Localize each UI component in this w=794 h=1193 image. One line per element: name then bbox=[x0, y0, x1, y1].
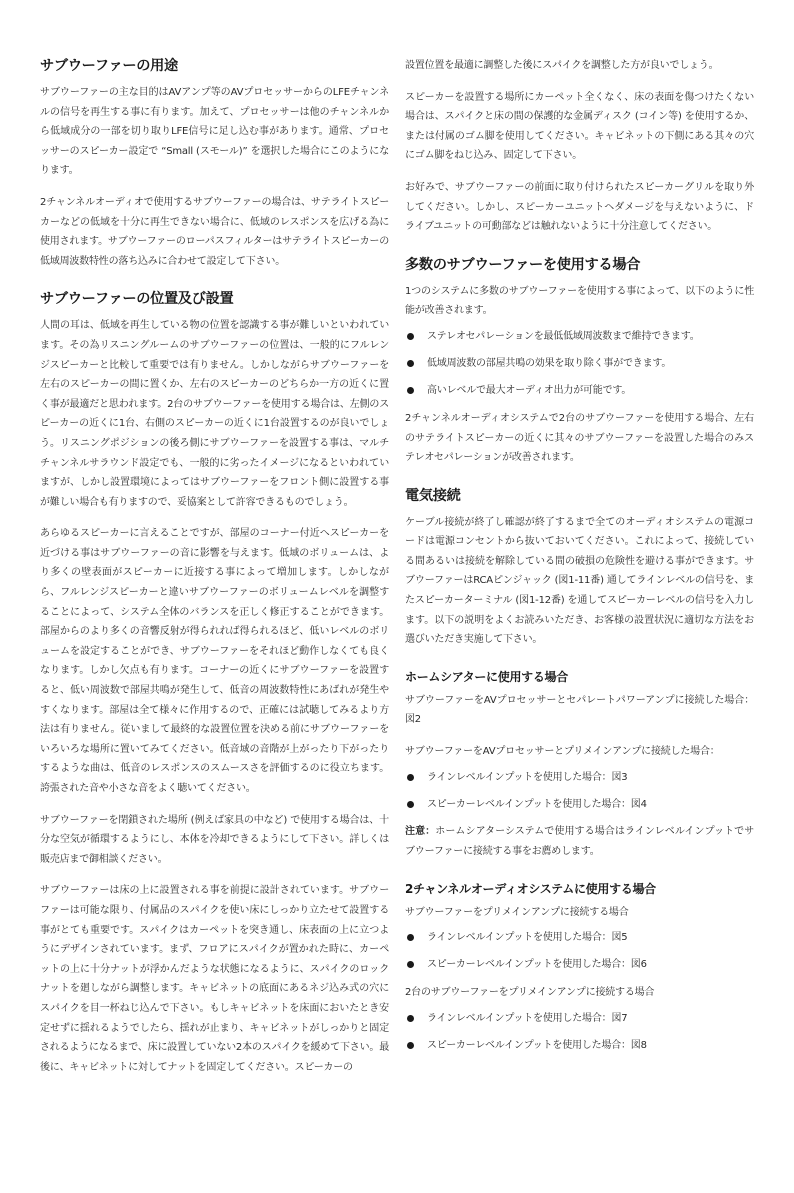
note-text: ホームシアターシステムで使用する場合はラインレベルインプットでサブウーファーに接続する事をお薦めします。 bbox=[405, 826, 755, 857]
section-title-subwoofer-purpose: サブウーファーの用途 bbox=[40, 58, 178, 74]
list-item: 低域周波数の部屋共鳴の効果を取り除く事ができます。 bbox=[405, 354, 754, 374]
connection-list-single-sub bbox=[405, 928, 754, 975]
right-column bbox=[405, 56, 754, 1176]
paragraph: サブウーファーをプリメインアンプに接続する場合 bbox=[405, 906, 629, 918]
section-title-placement: サブウーファーの位置及び設置 bbox=[40, 291, 234, 308]
bullet-icon bbox=[407, 333, 414, 340]
subsection-title-home-theater: ホームシアターに使用する場合 bbox=[405, 669, 568, 684]
bullet-icon bbox=[407, 1015, 414, 1022]
paragraph: サブウーファーの主な目的はAVアンプ等のAVプロセッサーからのLFEチャンネルの信号を再生する事に有ります。加えて、プロセッサーは他のチャンネルから低域成分の一部を切り取りLFE信号に足し込む事があります。通常、プロセッサーのスピーカー設定で “Small (スモール)” を選択した場合にこのようになります。 bbox=[40, 87, 389, 177]
paragraph: 2台のサブウーファーをプリメインアンプに接続する場合 bbox=[405, 986, 655, 998]
paragraph: スピーカーを設置する場所にカーペット全くなく、床の表面を傷つけたくない場合は、スパイクと床の間の保護的な金属ディスク (コイン等) を使用するか、または付属のゴム脚を使用してください。キャビネットの下側にある其々の穴にゴム脚をねじ込み、固定して下さい。 bbox=[405, 91, 754, 162]
bullet-icon bbox=[407, 360, 414, 367]
paragraph: あらゆるスピーカーに言えることですが、部屋のコーナー付近へスピーカーを近づける事はサブウーファーの音に影響を与えます。低域のボリュームは、より多くの壁表面がスピーカーに近接する事によって増加します。しかしながら、フルレンジスピーカーと違いサブウーファーのボリュームレベルを調整することによって、システム全体のバランスを正しく修正することができます。部屋からのより多くの音響反射が得られれば得られるほど、低いレベルのボリュームを設定することができ、サブウーファーをそれほど動作しなくても良くなります。しかし欠点も有ります。コーナーの近くにサブウーファーを設置すると、低い周波数で部屋共鳴が発生して、低音の周波数特性にあばれが発生やすくなります。部屋は全て様々に作用するので、正確には試聴してみるより方法は有りません。従いまして最終的な設置位置を決める前にサブウーファーをいろいろな場所に置いてみてください。低音域の音階が上がったり下がったりするような曲は、低音のレスポンスのスムースさを評価するのに役立ちます。誇張された音や小さな音をよく聴いてください。 bbox=[40, 528, 389, 794]
paragraph: 設置位置を最適に調整した後にスパイクを調整した方が良いでしょう。 bbox=[405, 60, 719, 71]
paragraph: サブウーファーを閉鎖された場所 (例えば家具の中など) で使用する場合は、十分な空気が循環するようにし、本体を冷却できるようにして下さい。詳しくは販売店まで御相談ください。 bbox=[40, 814, 389, 865]
manual-page bbox=[40, 56, 754, 1176]
paragraph: 2チャンネルオーディオシステムで2台のサブウーファーを使用する場合、左右のサテライトスピーカーの近くに其々のサブウーファーを設置した場合のみステレオセパレーションが改善されます。 bbox=[405, 412, 754, 464]
bullet-icon bbox=[407, 961, 414, 968]
list-item: ラインレベルインプットを使用した場合：図5 bbox=[405, 928, 754, 948]
bullet-icon bbox=[407, 387, 414, 394]
benefit-list bbox=[405, 327, 754, 401]
paragraph: 人間の耳は、低域を再生している物の位置を認識する事が難しいといわれています。その為リスニングルームのサブウーファーの位置は、一般的にフルレンジスピーカーと比較して重要では有りません。しかしながらサブウーファーを左右のスピーカーの間に置くか、左右のスピーカーのどちらか一方の近くに置く事が最適だと思われます。2台のサブウーファーを使用する場合は、左側のスピーカーの近くに1台、右側のスピーカーの近くに1台設置するのが良いでしょう。リスニングポジションの後ろ側にサブウーファーを設置する事は、マルチチャンネルサラウンド設定でも、一般的に劣ったイメージになるといわれていますが、しかし設置環境によってはサブウーファーをフロント側に設置する事が難しい場合も有りますので、妥協案として許容できるものでしょう。 bbox=[40, 320, 389, 508]
bullet-icon bbox=[407, 1042, 414, 1049]
paragraph: 1つのシステムに多数のサブウーファーを使用する事によって、以下のように性能が改善されます。 bbox=[405, 285, 754, 317]
list-item: スピーカーレベルインプットを使用した場合：図4 bbox=[405, 795, 754, 815]
paragraph: サブウーファーをAVプロセッサーとセパレートパワーアンプに接続した場合：図2 bbox=[405, 694, 754, 726]
list-item: スピーカーレベルインプットを使用した場合：図6 bbox=[405, 955, 754, 975]
connection-list-dual-sub bbox=[405, 1009, 754, 1056]
paragraph: お好みで、サブウーファーの前面に取り付けられたスピーカーグリルを取り外してください。しかし、スピーカーユニットヘダメージを与えないように、ドライブユニットの可動部などは触れないように十分注意してください。 bbox=[405, 181, 754, 233]
bullet-icon bbox=[407, 934, 414, 941]
subsection-title-two-channel: 2チャンネルオーディオシステムに使用する場合 bbox=[405, 881, 656, 896]
left-column bbox=[40, 56, 389, 1176]
paragraph: サブウーファーをAVプロセッサーとプリメインアンプに接続した場合： bbox=[405, 746, 720, 758]
paragraph: ケーブル接続が終了し確認が終了するまで全てのオーディオシステムの電源コードは電源コンセントから抜いておいてください。これによって、接続している間あるいは接続を解除している間の破損の危険性を避ける事ができます。サブウーファーはRCAピンジャック (図1-11番) 通してラインレベルの信号を、またスピーカーターミナル (図1-12番) を通してスピーカーレベルの信号を入力します。以下の説明をよくお読みいただき、お客様の設置状況に適切な方法をお選びいただき実施して下さい。 bbox=[405, 516, 754, 646]
list-item: スピーカーレベルインプットを使用した場合：図8 bbox=[405, 1036, 754, 1056]
list-item: ラインレベルインプットを使用した場合：図3 bbox=[405, 768, 754, 788]
paragraph: 2チャンネルオーディオで使用するサブウーファーの場合は、サテライトスピーカーなどの低域を十分に再生できない場合に、低域のレスポンスを広げる為に使用されます。サブウーファーのローパスフィルターはサテライトスピーカーの低域周波数特性の落ち込みに合わせて設定して下さい。 bbox=[40, 196, 389, 267]
bullet-icon bbox=[407, 801, 414, 808]
list-item: 高いレベルで最大オーディオ出力が可能です。 bbox=[405, 381, 754, 401]
note-label: 注意： bbox=[405, 826, 436, 838]
connection-list-home-theater bbox=[405, 768, 754, 815]
section-title-electrical-connection: 電気接続 bbox=[405, 487, 461, 504]
note-paragraph bbox=[405, 822, 754, 861]
bullet-icon bbox=[407, 774, 414, 781]
paragraph: サブウーファーは床の上に設置される事を前提に設計されています。サブウーファーは可能な限り、付属品のスパイクを使い床にしっかり立たせて設置する事がとても重要です。スパイクはカーペットを突き通し、床表面の上に立つようにデザインされています。まず、フロアにスパイクが置かれた時に、カーペットの上に十分ナットが浮かんだような状態になるように、スパイクのロックナットを廻しながら調整します。キャビネットの底面にあるネジ込み式の穴にスパイクを目一杯ねじ込んで下さい。もしキャビネットを床面においたとき安定せずに揺れるようでしたら、揺れが止まり、キャビネットがしっかりと固定されるようになるまで、床に設置していない2本のスパイクを緩めて下さい。最後に、キャビネットに対してナットを固定してください。スピーカーの bbox=[40, 885, 389, 1073]
list-item: ステレオセパレーションを最低低域周波数まで維持できます。 bbox=[405, 327, 754, 347]
list-item: ラインレベルインプットを使用した場合：図7 bbox=[405, 1009, 754, 1029]
section-title-multiple-subwoofers: 多数のサブウーファーを使用する場合 bbox=[405, 256, 641, 273]
